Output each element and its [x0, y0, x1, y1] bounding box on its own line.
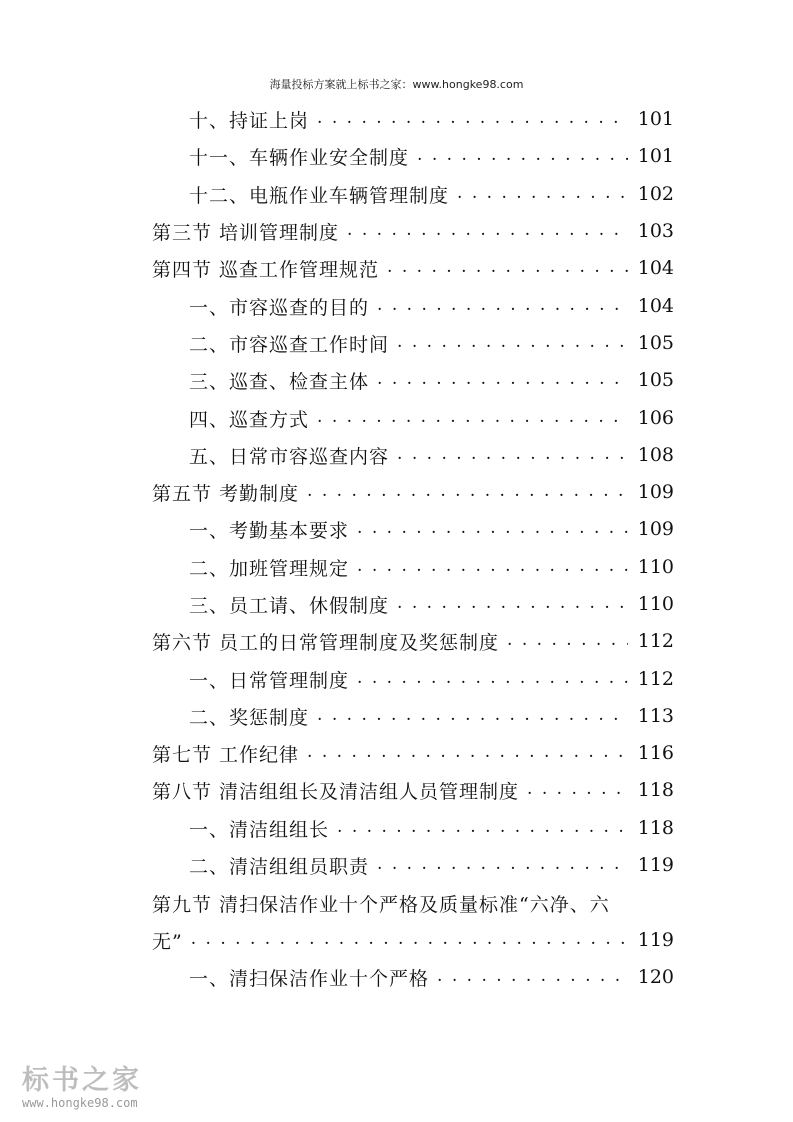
toc-entry-page: 110 — [637, 593, 674, 615]
toc-leader-dots — [307, 475, 628, 509]
toc-entry-page: 101 — [637, 145, 674, 167]
toc-entry[interactable] — [189, 960, 674, 994]
toc-leader-dots — [377, 289, 628, 323]
toc-entry-title: 第六节 员工的日常管理制度及奖惩制度 — [152, 631, 500, 654]
toc-entry-page: 103 — [637, 220, 674, 242]
toc-entry-title: 一、日常管理制度 — [189, 669, 350, 692]
toc-entry-title: 二、市容巡查工作时间 — [189, 333, 390, 356]
toc-entry[interactable] — [152, 736, 674, 770]
toc-leader-dots — [527, 773, 628, 807]
toc-entry-title: 二、奖惩制度 — [189, 706, 310, 729]
toc-leader-dots — [507, 624, 628, 658]
toc-entry-title: 第八节 清洁组组长及清洁组人员管理制度 — [152, 780, 520, 803]
toc-entry-page: 119 — [637, 854, 674, 876]
toc-entry-title: 第四节 巡查工作管理规范 — [152, 258, 380, 281]
toc-leader-dots — [357, 662, 628, 696]
toc-leader-dots — [317, 102, 628, 136]
toc-leader-dots — [387, 251, 628, 285]
toc-entry-title: 第九节 清扫保洁作业十个严格及质量标准“六净、六 — [152, 893, 610, 916]
toc-entry-title: 一、市容巡查的目的 — [189, 296, 370, 319]
toc-entry-title: 二、加班管理规定 — [189, 557, 350, 580]
toc-entry-page: 113 — [637, 705, 674, 727]
toc-entry-title: 二、清洁组组员职责 — [189, 855, 370, 878]
toc-leader-dots — [317, 699, 628, 733]
toc-entry-page: 116 — [637, 742, 674, 764]
toc-entry-title: 三、巡查、检查主体 — [189, 370, 370, 393]
watermark-logo — [22, 1066, 162, 1110]
toc-entry[interactable] — [189, 438, 674, 472]
toc-entry-title: 一、清洁组组长 — [189, 818, 330, 841]
table-of-contents — [0, 100, 793, 1000]
toc-entry[interactable] — [189, 401, 674, 435]
toc-entry[interactable] — [189, 699, 674, 733]
toc-entry[interactable] — [152, 624, 674, 658]
toc-entry[interactable] — [189, 512, 674, 546]
toc-entry[interactable] — [152, 923, 674, 957]
toc-entry[interactable] — [189, 102, 674, 136]
toc-entry-title: 四、巡查方式 — [189, 408, 310, 431]
toc-leader-dots — [307, 736, 628, 770]
toc-entry-title: 一、考勤基本要求 — [189, 519, 350, 542]
toc-entry-title: 十、持证上岗 — [189, 109, 310, 132]
toc-entry[interactable] — [189, 177, 674, 211]
toc-entry[interactable] — [189, 363, 674, 397]
toc-entry-title: 五、日常市容巡查内容 — [189, 445, 390, 468]
toc-entry-title: 一、清扫保洁作业十个严格 — [189, 967, 430, 990]
toc-entry-page: 109 — [637, 481, 674, 503]
toc-leader-dots — [397, 326, 628, 360]
toc-leader-dots — [417, 139, 628, 173]
toc-entry-page: 101 — [637, 108, 674, 130]
toc-entry[interactable] — [189, 848, 674, 882]
toc-entry-page: 112 — [637, 630, 674, 652]
toc-entry[interactable] — [152, 475, 674, 509]
toc-entry-page: 109 — [637, 518, 674, 540]
logo-url: www.hongke98.com — [22, 1096, 138, 1110]
toc-entry-title: 第七节 工作纪律 — [152, 743, 300, 766]
toc-entry[interactable] — [189, 811, 674, 845]
page-header: 海量投标方案就上标书之家：www.hongke98.com — [269, 78, 524, 91]
toc-leader-dots — [377, 363, 628, 397]
toc-entry-wrapped-line1[interactable] — [152, 886, 674, 920]
toc-leader-dots — [337, 811, 628, 845]
toc-entry-title: 三、员工请、休假制度 — [189, 594, 390, 617]
toc-entry-page: 105 — [637, 369, 674, 391]
toc-leader-dots — [397, 438, 628, 472]
toc-leader-dots — [191, 923, 628, 957]
toc-entry-page: 110 — [637, 556, 674, 578]
toc-entry-page: 104 — [637, 257, 674, 279]
toc-leader-dots — [317, 401, 628, 435]
toc-entry-page: 108 — [637, 444, 674, 466]
toc-entry[interactable] — [189, 289, 674, 323]
toc-leader-dots — [357, 550, 628, 584]
toc-entry-title: 无” — [152, 930, 183, 953]
toc-entry-title: 第五节 考勤制度 — [152, 482, 300, 505]
toc-entry-page: 118 — [637, 817, 674, 839]
toc-entry[interactable] — [189, 326, 674, 360]
toc-leader-dots — [347, 214, 628, 248]
toc-entry-page: 105 — [637, 332, 674, 354]
toc-leader-dots — [397, 587, 628, 621]
toc-entry[interactable] — [152, 773, 674, 807]
toc-entry[interactable] — [152, 214, 674, 248]
toc-entry-page: 102 — [637, 183, 674, 205]
toc-entry-title: 第三节 培训管理制度 — [152, 221, 340, 244]
toc-entry[interactable] — [189, 662, 674, 696]
toc-entry-page: 118 — [637, 779, 674, 801]
toc-entry-page: 104 — [637, 295, 674, 317]
toc-leader-dots — [437, 960, 628, 994]
toc-entry[interactable] — [189, 587, 674, 621]
toc-entry-page: 112 — [637, 668, 674, 690]
toc-entry-title: 十二、电瓶作业车辆管理制度 — [189, 184, 450, 207]
toc-entry[interactable] — [152, 251, 674, 285]
toc-leader-dots — [377, 848, 628, 882]
toc-leader-dots — [357, 512, 628, 546]
toc-entry[interactable] — [189, 139, 674, 173]
toc-entry-page: 120 — [637, 966, 674, 988]
toc-entry-title: 十一、车辆作业安全制度 — [189, 146, 410, 169]
toc-leader-dots — [457, 177, 628, 211]
toc-entry[interactable] — [189, 550, 674, 584]
toc-entry-page: 106 — [637, 407, 674, 429]
toc-entry-page: 119 — [637, 929, 674, 951]
logo-text: 标书之家 — [22, 1065, 142, 1096]
